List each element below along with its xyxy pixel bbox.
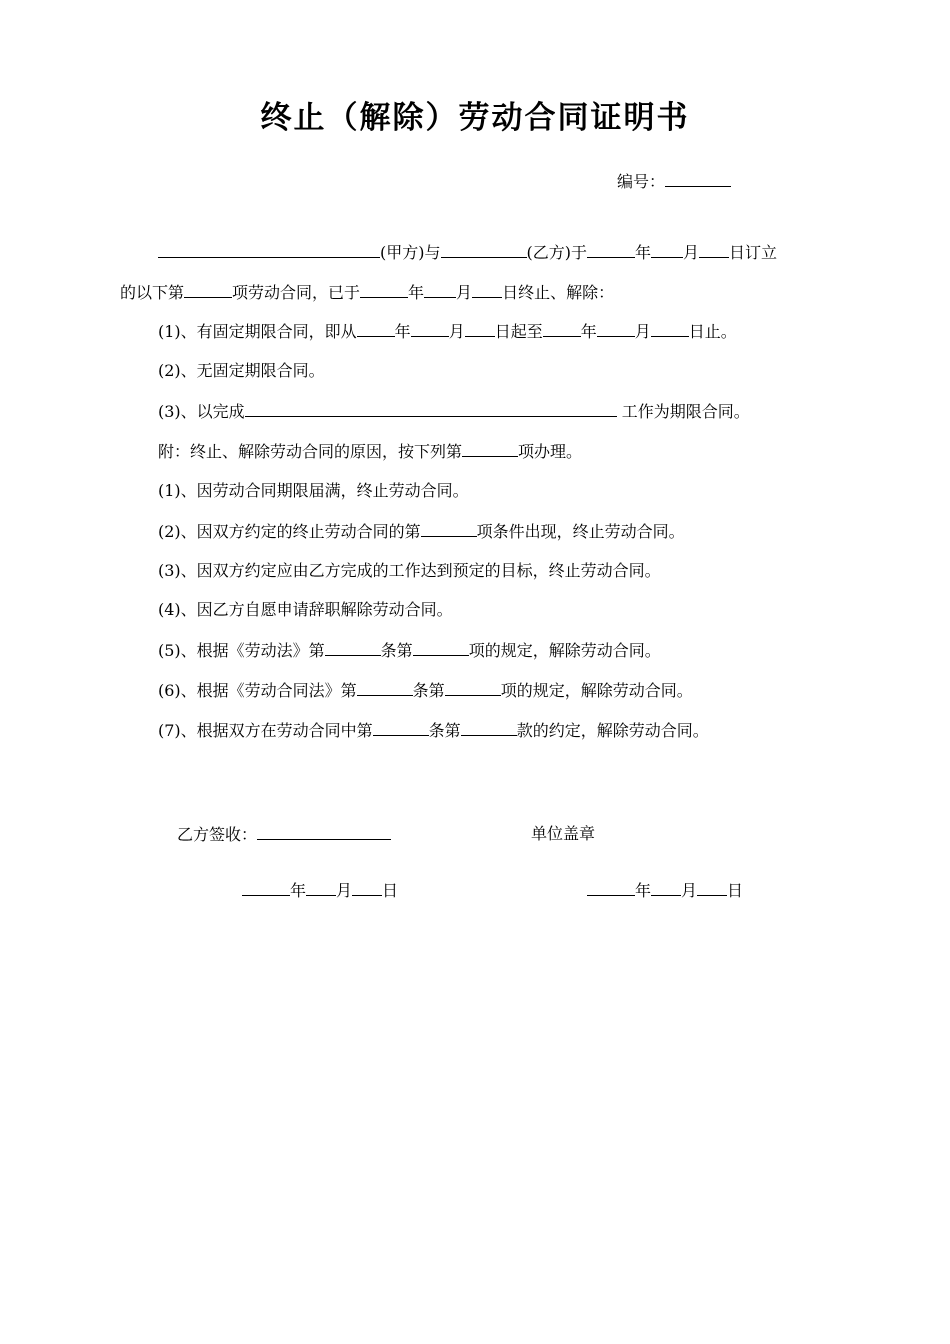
appendix-item-blank[interactable] [462,440,518,457]
receiver-day-blank[interactable] [352,879,382,896]
reason-1-line: (1)、因劳动合同期限届满，终止劳动合同。 [158,481,469,500]
receiver-label: 乙方签收： [177,825,258,844]
reason-5-label: (5)、根据《劳动法》第 [158,641,325,660]
type-2-line: (2)、无固定期限合同。 [158,361,325,380]
t1-from-year-blank[interactable] [357,320,395,337]
appendix-suffix: 项办理。 [518,442,583,461]
party-a-blank[interactable] [158,241,380,258]
reason-7-suffix: 款的约定，解除劳动合同。 [516,721,709,740]
reason-6-item-blank[interactable] [445,679,501,696]
reason-6-suffix: 项的规定，解除劳动合同。 [500,681,693,700]
party-a-label: (甲方)与 [380,243,441,262]
seal-year-label: 年 [635,881,652,900]
t1-to-day-label: 日止。 [688,322,737,341]
type-3-label: (3)、以完成 [158,402,245,421]
reason-2-blank[interactable] [421,520,477,537]
reason-4-line: (4)、因乙方自愿申请辞职解除劳动合同。 [158,600,453,619]
end-month-label: 月 [456,283,473,302]
end-month-blank[interactable] [424,281,456,298]
reason-7-label: (7)、根据双方在劳动合同中第 [158,721,373,740]
contract-label: 项劳动合同，已于 [232,283,361,302]
seal-year-blank[interactable] [587,879,635,896]
contract-number-prefix: 的以下第 [120,283,185,302]
type-1-label: (1)、有固定期限合同，即从 [158,322,357,341]
reason-5-mid: 条第 [380,641,413,660]
reason-7-line [158,719,709,742]
reason-6-label: (6)、根据《劳动合同法》第 [158,681,357,700]
receiver-line [177,823,391,846]
type-1-line [158,320,737,343]
end-day-blank[interactable] [472,281,502,298]
t1-to-year-blank[interactable] [543,320,581,337]
sign-year-blank[interactable] [587,241,635,258]
receiver-year-label: 年 [290,881,307,900]
party-b-blank[interactable] [441,241,527,258]
t1-to-year-label: 年 [580,322,597,341]
sign-year-label: 年 [635,243,652,262]
reason-5-suffix: 项的规定，解除劳动合同。 [468,641,661,660]
intro-line-1 [158,241,777,264]
reason-7-mid: 条第 [428,721,461,740]
seal-day-blank[interactable] [697,879,727,896]
receiver-month-blank[interactable] [306,879,336,896]
sign-month-blank[interactable] [651,241,683,258]
reason-6-mid: 条第 [412,681,445,700]
receiver-day-label: 日 [382,881,399,900]
receiver-month-label: 月 [336,881,353,900]
party-b-label: (乙方)于 [526,243,587,262]
reason-6-article-blank[interactable] [357,679,413,696]
reason-7-article-blank[interactable] [373,719,429,736]
reason-5-item-blank[interactable] [413,639,469,656]
t1-to-day-blank[interactable] [651,320,689,337]
seal-day-label: 日 [727,881,744,900]
number-blank[interactable] [665,170,731,187]
number-line [617,170,731,193]
reason-6-line [158,679,693,702]
end-day-label: 日终止、解除： [502,283,615,302]
work-description-blank[interactable] [245,400,617,417]
end-year-label: 年 [408,283,425,302]
contract-number-blank[interactable] [184,281,232,298]
reason-2-line [158,520,685,543]
number-label: 编号： [617,172,666,191]
reason-2-suffix: 项条件出现，终止劳动合同。 [476,522,685,541]
reason-5-article-blank[interactable] [325,639,381,656]
sign-day-blank[interactable] [699,241,729,258]
t1-from-month-label: 月 [448,322,465,341]
t1-from-day-blank[interactable] [465,320,495,337]
t1-from-year-label: 年 [394,322,411,341]
t1-to-month-label: 月 [634,322,651,341]
reason-5-line [158,639,661,662]
appendix-prefix: 附：终止、解除劳动合同的原因，按下列第 [158,442,463,461]
t1-to-month-blank[interactable] [597,320,635,337]
type-3-suffix: 工作为期限合同。 [616,402,750,421]
intro-line-2 [120,281,614,304]
sign-day-label: 日订立 [729,243,778,262]
reason-2-label: (2)、因双方约定的终止劳动合同的第 [158,522,421,541]
type-3-line [158,400,750,423]
seal-month-label: 月 [681,881,698,900]
appendix-line [158,440,582,463]
seal-date-line [587,879,743,902]
seal-month-blank[interactable] [651,879,681,896]
end-year-blank[interactable] [360,281,408,298]
t1-from-month-blank[interactable] [411,320,449,337]
reason-3-line: (3)、因双方约定应由乙方完成的工作达到预定的目标，终止劳动合同。 [158,561,661,580]
document-title: 终止（解除）劳动合同证明书 [260,100,690,136]
receiver-year-blank[interactable] [242,879,290,896]
sign-month-label: 月 [683,243,700,262]
t1-from-day-label: 日起至 [494,322,543,341]
receiver-date-line [242,879,398,902]
seal-label: 单位盖章 [531,824,596,843]
receiver-signature-blank[interactable] [257,823,391,840]
reason-7-item-blank[interactable] [461,719,517,736]
